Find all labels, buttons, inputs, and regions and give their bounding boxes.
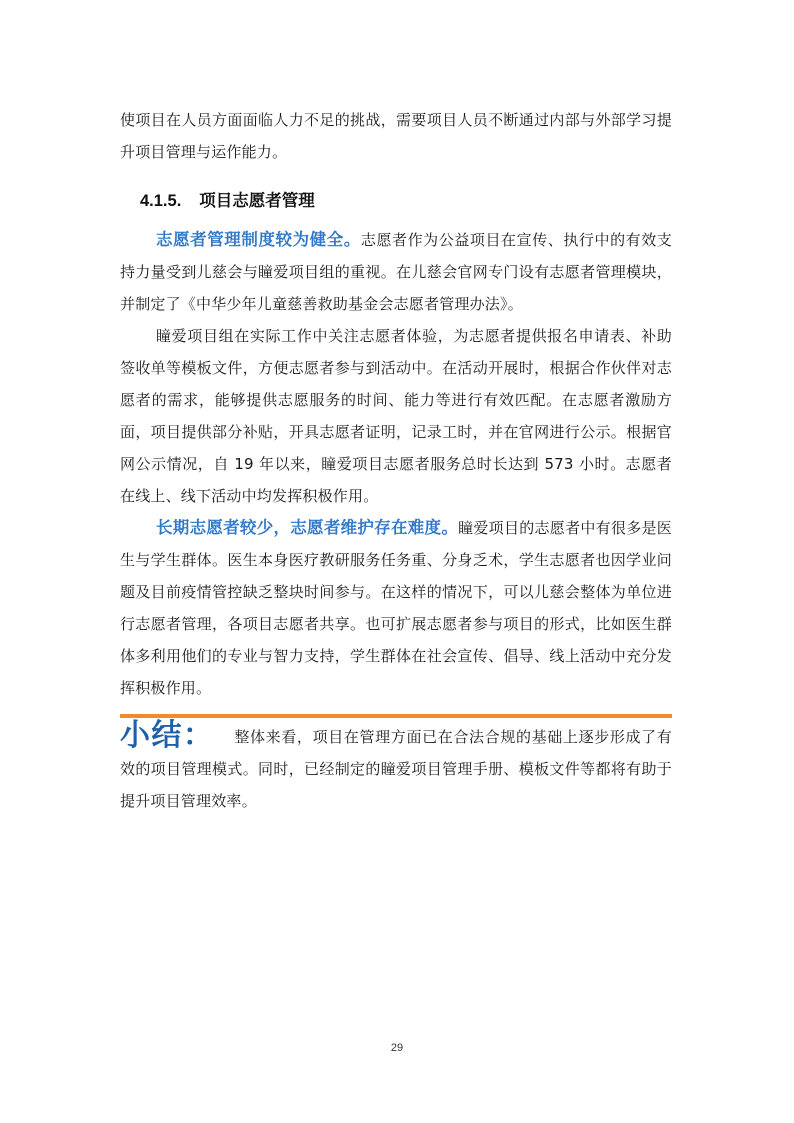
summary-paragraph <box>120 720 672 817</box>
summary-label: 小结： <box>120 718 215 753</box>
paragraph-volunteer-experience: 瞳爱项目组在实际工作中关注志愿者体验，为志愿者提供报名申请表、补助签收单等模板文件，方便志愿者参与到活动中。在活动开展时，根据合作伙伴对志愿者的需求，能够提供志愿服务的时间、能力等进行有效匹配。在志愿者激励方面，项目提供部分补贴，开具志愿者证明，记录工时，并在官网进行公示。根据官网公示情况，自 19 年以来，瞳爱项目志愿者服务总时长达到 573 小时。志愿者在线上、线下活动中均发挥积极作用。 <box>120 327 672 505</box>
paragraph-volunteer-shortage <box>120 512 672 704</box>
highlight-volunteer-shortage: 长期志愿者较少，志愿者维护存在难度。 <box>156 518 459 537</box>
summary-text: 整体来看，项目在管理方面已在合法合规的基础上逐步形成了有效的项目管理模式。同时，已经制定的瞳爱项目管理手册、模板文件等都将有助于提升项目管理效率。 <box>120 728 672 810</box>
page-number: 29 <box>390 1042 404 1054</box>
paragraph-management-system <box>120 224 672 320</box>
section-title: 项目志愿者管理 <box>199 192 315 210</box>
document-body <box>120 104 672 817</box>
section-heading <box>140 186 672 216</box>
paragraph-volunteer-shortage-text: 瞳爱项目的志愿者中有很多是医生与学生群体。医生本身医疗教研服务任务重、分身乏术，学生志愿者也因学业问题及目前疫情管控缺乏整块时间参与。在这样的情况下，可以儿慈会整体为单位进行志愿者管理，各项目志愿者共享。也可扩展志愿者参与项目的形式，比如医生群体多利用他们的专业与智力支持，学生群体在社会宣传、倡导、线上活动中充分发挥积极作用。 <box>120 519 672 697</box>
paragraph-management-system-text: 志愿者作为公益项目在宣传、执行中的有效支持力量受到儿慈会与瞳爱项目组的重视。在儿慈会官网专门设有志愿者管理模块，并制定了《中华少年儿童慈善救助基金会志愿者管理办法》。 <box>120 231 672 313</box>
section-number: 4.1.5. <box>140 192 182 210</box>
highlight-management-system: 志愿者管理制度较为健全。 <box>156 230 361 249</box>
intro-paragraph: 使项目在人员方面面临人力不足的挑战，需要项目人员不断通过内部与外部学习提升项目管理与运作能力。 <box>120 111 672 161</box>
